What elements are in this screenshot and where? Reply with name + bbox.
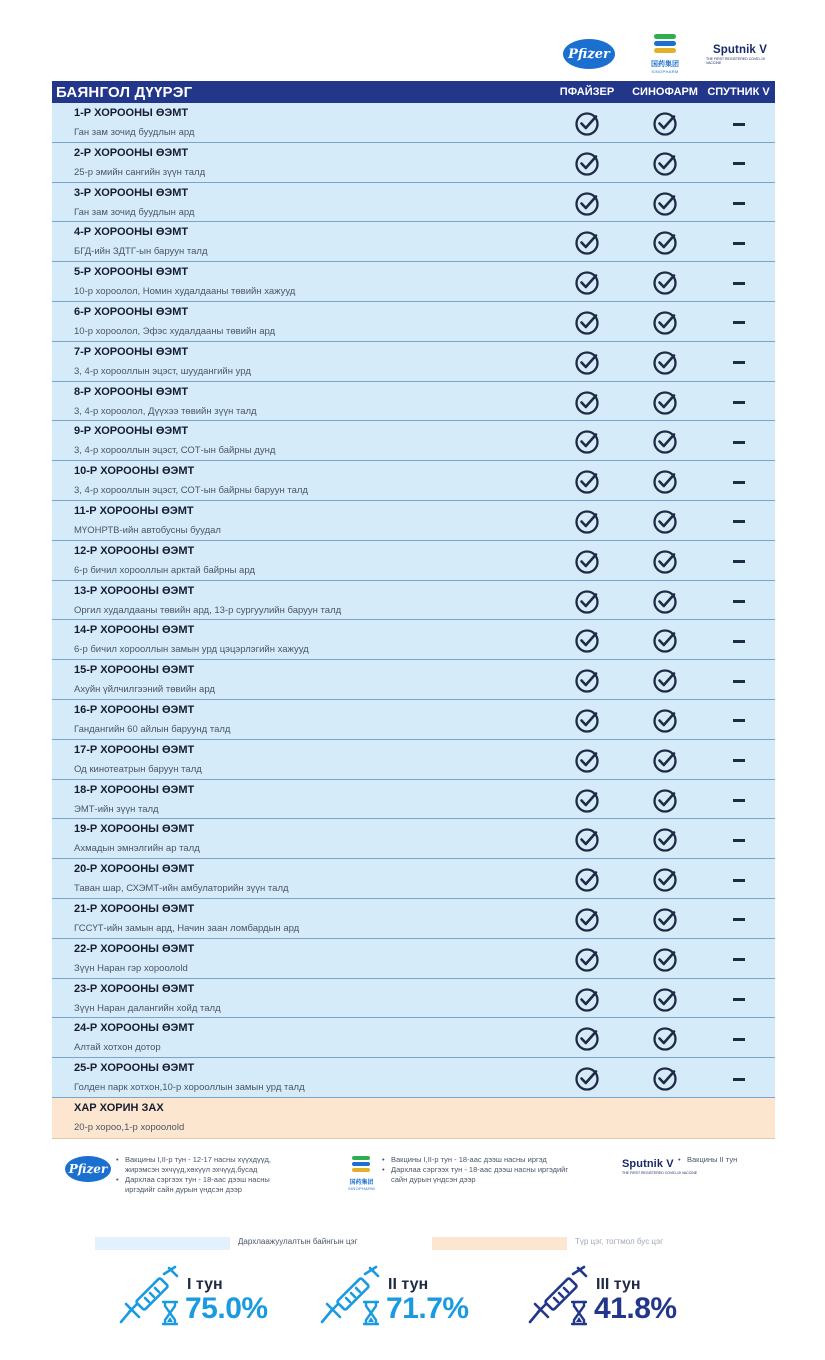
- sputnik-unavailable-dash-icon: [702, 985, 775, 1015]
- sputnik-unavailable-dash-icon: [702, 388, 775, 418]
- sputnik-unavailable-dash-icon: [702, 308, 775, 338]
- row-name: 24-Р ХОРООНЫ ӨЭМТ: [74, 1022, 195, 1035]
- sputnik-unavailable-dash-icon: [702, 228, 775, 258]
- row-name: 18-Р ХОРООНЫ ӨЭМТ: [74, 783, 195, 796]
- legend-pfizer-logo: [65, 1156, 111, 1182]
- row-address: Алтай хотхон дотор: [74, 1042, 161, 1054]
- row-name: 25-Р ХОРООНЫ ӨЭМТ: [74, 1062, 195, 1075]
- dose-percent: 75.0%: [185, 1292, 268, 1325]
- row-address: Гандангийн 60 айлын баруунд талд: [74, 723, 231, 735]
- pfizer-available-check-icon: [552, 149, 622, 179]
- dose-label: I тун: [187, 1276, 223, 1293]
- row-name: 23-Р ХОРООНЫ ӨЭМТ: [74, 982, 195, 995]
- table-row: [52, 1018, 775, 1058]
- table-row: [52, 501, 775, 541]
- table-row: [52, 461, 775, 501]
- legend-sinopharm-item: • Дархлаа сэргээх тун - 18-аас дээш насны иргэдийг сайн дурын үндсэн дээр: [382, 1165, 572, 1185]
- table-row: [52, 143, 775, 183]
- pfizer-available-check-icon: [552, 706, 622, 736]
- row-name: 16-Р ХОРООНЫ ӨЭМТ: [74, 703, 195, 716]
- sinopharm-available-check-icon: [630, 109, 700, 139]
- dose-stat-2: [318, 1262, 488, 1334]
- row-name: 21-Р ХОРООНЫ ӨЭМТ: [74, 902, 195, 915]
- pfizer-available-check-icon: [552, 189, 622, 219]
- sputnik-logo: [706, 30, 774, 78]
- row-address: Голден парк хотхон,10-р хорооллын замын урд талд: [74, 1082, 305, 1094]
- table-row: [52, 222, 775, 262]
- row-address: Зүүн Наран далангийн хойд талд: [74, 1002, 221, 1014]
- table-row: [52, 541, 775, 581]
- table-row: [52, 899, 775, 939]
- legend-sputnik-logo-text: Sputnik V: [622, 1158, 674, 1170]
- sinopharm-available-check-icon: [630, 985, 700, 1015]
- hourglass-icon: [571, 1300, 587, 1326]
- pfizer-available-check-icon: [552, 865, 622, 895]
- column-header-pfizer: ПФАЙЗЕР: [559, 86, 615, 98]
- table-row: [52, 740, 775, 780]
- legend-sinopharm-logo-en: SINOPHARM: [348, 1186, 375, 1191]
- temporary-point-swatch: [432, 1237, 567, 1250]
- pfizer-available-check-icon: [552, 786, 622, 816]
- row-address: 10-р хороолол, Эфэс худалдааны төвийн ард: [74, 325, 276, 337]
- temporary-point-caption: Түр цэг, тогтмол бус цэг: [575, 1237, 663, 1246]
- sputnik-unavailable-dash-icon: [702, 348, 775, 378]
- row-name: 3-Р ХОРООНЫ ӨЭМТ: [74, 186, 189, 199]
- table-row: [52, 979, 775, 1019]
- column-header-sinopharm: СИНОФАРМ: [632, 86, 698, 98]
- row-name: 11-Р ХОРООНЫ ӨЭМТ: [74, 504, 194, 517]
- row-name: 4-Р ХОРООНЫ ӨЭМТ: [74, 226, 189, 239]
- row-name: 15-Р ХОРООНЫ ӨЭМТ: [74, 664, 195, 677]
- vaccine-logos: [0, 30, 825, 80]
- pfizer-available-check-icon: [552, 587, 622, 617]
- pfizer-available-check-icon: [552, 746, 622, 776]
- pfizer-available-check-icon: [552, 666, 622, 696]
- legend-sinopharm-mark-icon: [352, 1156, 370, 1176]
- sinopharm-available-check-icon: [630, 746, 700, 776]
- sinopharm-available-check-icon: [630, 786, 700, 816]
- row-name: 6-Р ХОРООНЫ ӨЭМТ: [74, 305, 189, 318]
- table-row: [52, 183, 775, 223]
- hourglass-icon: [363, 1300, 379, 1326]
- sinopharm-available-check-icon: [630, 228, 700, 258]
- permanent-point-caption: Дархлаажуулалтын байнгын цэг: [238, 1237, 358, 1246]
- pfizer-available-check-icon: [552, 348, 622, 378]
- table-row: [52, 700, 775, 740]
- row-address: Зүүн Наран гэр хороолold: [74, 962, 188, 974]
- row-address: 3, 4-р хорооллын эцэст, СОТ-ын байрны баруун талд: [74, 485, 308, 497]
- sinopharm-logo-en: SINOPHARM: [651, 69, 679, 74]
- row-name: 22-Р ХОРООНЫ ӨЭМТ: [74, 942, 195, 955]
- table-row: [52, 620, 775, 660]
- row-address: Оргил худалдааны төвийн ард, 13-р сургуулийн баруун талд: [74, 604, 342, 616]
- column-header-sputnik: СПУТНИК V: [707, 86, 770, 98]
- legend-pfizer-item: • Дархлаа сэргээх тун - 18-аас дээш насны иргэдийг сайн дурын үндсэн дээр: [116, 1175, 296, 1195]
- sputnik-unavailable-dash-icon: [702, 746, 775, 776]
- row-address: Ахмадын эмнэлгийн ар талд: [74, 843, 200, 855]
- sputnik-unavailable-dash-icon: [702, 1064, 775, 1094]
- sinopharm-available-check-icon: [630, 467, 700, 497]
- pfizer-available-check-icon: [552, 109, 622, 139]
- sinopharm-logo-cn: 国药集团: [651, 61, 679, 68]
- legend-sputnik-logo-subtitle: THE FIRST REGISTERED COVID-19 VACCINE: [622, 1171, 698, 1175]
- row-address: 3, 4-р хороолол, Дүүхээ төвийн зүүн талд: [74, 405, 257, 417]
- dose-stat-3: [526, 1262, 696, 1334]
- sputnik-unavailable-dash-icon: [702, 507, 775, 537]
- legend-sinopharm-item: • Вакцины I,II-р тун - 18-аас дээш насны иргэд: [382, 1155, 572, 1165]
- row-name: 1-Р ХОРООНЫ ӨЭМТ: [74, 107, 189, 119]
- sinopharm-logo: [636, 30, 694, 78]
- sputnik-unavailable-dash-icon: [702, 268, 775, 298]
- sinopharm-available-check-icon: [630, 666, 700, 696]
- sputnik-logo-text: Sputnik V: [713, 43, 767, 56]
- sputnik-logo-subtitle: THE FIRST REGISTERED COVID-19 VACCINE: [706, 56, 765, 65]
- sputnik-unavailable-dash-icon: [702, 666, 775, 696]
- row-address: Од кинотеатрын баруун талд: [74, 763, 202, 775]
- sinopharm-mark-icon: [654, 34, 676, 58]
- sputnik-unavailable-dash-icon: [702, 706, 775, 736]
- row-address: 10-р хороолол, Номин худалдааны төвийн хажууд: [74, 286, 296, 298]
- sinopharm-available-check-icon: [630, 1064, 700, 1094]
- sputnik-unavailable-dash-icon: [702, 149, 775, 179]
- sinopharm-available-check-icon: [630, 587, 700, 617]
- sinopharm-available-check-icon: [630, 626, 700, 656]
- sinopharm-available-check-icon: [630, 268, 700, 298]
- table-row: [52, 1058, 775, 1098]
- table-row: [52, 581, 775, 621]
- dose-stat-1: [117, 1262, 287, 1334]
- table-row: [52, 302, 775, 342]
- row-address: БГД-ийн ЗДТГ-ын баруун талд: [74, 246, 208, 258]
- row-name: 5-Р ХОРООНЫ ӨЭМТ: [74, 266, 189, 279]
- dose-label: II тун: [388, 1276, 429, 1293]
- row-address: 6-р бичил хорооллын замын урд цэцэрлэгийн хажууд: [74, 644, 309, 656]
- pfizer-logo-text: Pfizer: [563, 39, 615, 69]
- row-name: 7-Р ХОРООНЫ ӨЭМТ: [74, 345, 189, 358]
- row-name: 13-Р ХОРООНЫ ӨЭМТ: [74, 584, 195, 597]
- pfizer-available-check-icon: [552, 467, 622, 497]
- dose-percent: 41.8%: [594, 1292, 677, 1325]
- table-row: [52, 382, 775, 422]
- row-address: Ган зам зочид буудлын ард: [74, 206, 195, 218]
- row-name: 10-Р ХОРООНЫ ӨЭМТ: [74, 465, 195, 478]
- table-row: [52, 819, 775, 859]
- row-name: 8-Р ХОРООНЫ ӨЭМТ: [74, 385, 189, 398]
- legend-pfizer-list: [116, 1155, 296, 1195]
- sinopharm-available-check-icon: [630, 427, 700, 457]
- sinopharm-available-check-icon: [630, 905, 700, 935]
- vaccination-points-table: [52, 81, 775, 1139]
- row-address: МҮОНРТВ-ийн автобусны буудал: [74, 524, 221, 536]
- legend-sinopharm-list: [382, 1155, 572, 1185]
- row-address: ГССҮТ-ийн замын ард, Начин заан ломбардын ард: [74, 922, 300, 934]
- pfizer-available-check-icon: [552, 308, 622, 338]
- sputnik-unavailable-dash-icon: [702, 786, 775, 816]
- table-row-extra: [52, 1098, 775, 1139]
- sinopharm-available-check-icon: [630, 348, 700, 378]
- pfizer-available-check-icon: [552, 945, 622, 975]
- table-row: [52, 859, 775, 899]
- table-header: [52, 81, 775, 103]
- row-name: 12-Р ХОРООНЫ ӨЭМТ: [74, 544, 195, 557]
- legend-sinopharm-logo: [348, 1156, 375, 1191]
- sinopharm-available-check-icon: [630, 945, 700, 975]
- row-address: ЭМТ-ийн зүүн талд: [74, 803, 159, 815]
- sputnik-unavailable-dash-icon: [702, 905, 775, 935]
- row-name: 14-Р ХОРООНЫ ӨЭМТ: [74, 624, 195, 637]
- pfizer-available-check-icon: [552, 825, 622, 855]
- row-address: Таван шар, СХЭМТ-ийн амбулаторийн зүүн талд: [74, 883, 289, 895]
- table-row: [52, 939, 775, 979]
- point-type-captions: [0, 1235, 825, 1255]
- dose-percent: 71.7%: [386, 1292, 469, 1325]
- dose-label: III тун: [596, 1276, 641, 1293]
- sinopharm-available-check-icon: [630, 706, 700, 736]
- permanent-point-swatch: [95, 1237, 230, 1250]
- table-body: [52, 103, 775, 1098]
- table-row: [52, 342, 775, 382]
- hourglass-icon: [162, 1300, 178, 1326]
- sinopharm-available-check-icon: [630, 547, 700, 577]
- row-name: 20-Р ХОРООНЫ ӨЭМТ: [74, 863, 195, 876]
- pfizer-available-check-icon: [552, 228, 622, 258]
- dose-coverage-stats: [0, 1262, 825, 1342]
- table-row: [52, 780, 775, 820]
- sputnik-unavailable-dash-icon: [702, 1024, 775, 1054]
- sputnik-unavailable-dash-icon: [702, 189, 775, 219]
- pfizer-available-check-icon: [552, 626, 622, 656]
- table-row: [52, 262, 775, 302]
- pfizer-available-check-icon: [552, 1064, 622, 1094]
- table-row: [52, 103, 775, 143]
- sinopharm-available-check-icon: [630, 149, 700, 179]
- sinopharm-available-check-icon: [630, 308, 700, 338]
- row-address: Ахуйн үйлчилгээний төвийн ард: [74, 684, 215, 696]
- row-name: 9-Р ХОРООНЫ ӨЭМТ: [74, 425, 189, 438]
- district-title: БАЯНГОЛ ДҮҮРЭГ: [56, 83, 193, 101]
- row-name: 19-Р ХОРООНЫ ӨЭМТ: [74, 823, 195, 836]
- pfizer-available-check-icon: [552, 388, 622, 418]
- row-address: Ган зам зочид буудлын ард: [74, 127, 195, 138]
- table-row: [52, 660, 775, 700]
- pfizer-available-check-icon: [552, 1024, 622, 1054]
- sputnik-unavailable-dash-icon: [702, 587, 775, 617]
- table-row: [52, 421, 775, 461]
- sputnik-unavailable-dash-icon: [702, 865, 775, 895]
- row-address: 20-р хороо,1-р хороолold: [74, 1121, 185, 1133]
- pfizer-available-check-icon: [552, 547, 622, 577]
- row-address: 3, 4-р хорооллын эцэст, шуудангийн урд: [74, 365, 251, 377]
- sputnik-unavailable-dash-icon: [702, 427, 775, 457]
- sputnik-unavailable-dash-icon: [702, 547, 775, 577]
- legend-sputnik-list: [678, 1155, 768, 1165]
- vaccine-legend: [0, 1150, 825, 1200]
- pfizer-logo: [560, 30, 618, 78]
- row-address: 25-р эмийн сангийн зүүн талд: [74, 166, 206, 178]
- row-address: 6-р бичил хорооллын арктай байрны ард: [74, 564, 255, 576]
- sinopharm-available-check-icon: [630, 189, 700, 219]
- sinopharm-available-check-icon: [630, 1024, 700, 1054]
- sinopharm-available-check-icon: [630, 507, 700, 537]
- sinopharm-available-check-icon: [630, 865, 700, 895]
- row-name: 17-Р ХОРООНЫ ӨЭМТ: [74, 743, 195, 756]
- legend-sinopharm-logo-cn: 国药集团: [349, 1180, 374, 1186]
- pfizer-available-check-icon: [552, 427, 622, 457]
- row-address: 3, 4-р хорооллын эцэст, СОТ-ын байрны дунд: [74, 445, 276, 457]
- sputnik-unavailable-dash-icon: [702, 109, 775, 139]
- row-name: ХАР ХОРИН ЗАХ: [74, 1101, 164, 1114]
- sputnik-unavailable-dash-icon: [702, 825, 775, 855]
- sinopharm-available-check-icon: [630, 825, 700, 855]
- pfizer-available-check-icon: [552, 905, 622, 935]
- sputnik-unavailable-dash-icon: [702, 945, 775, 975]
- legend-pfizer-logo-text: Pfizer: [65, 1156, 111, 1182]
- legend-sputnik-item: • Вакцины II тун: [678, 1155, 768, 1165]
- row-name: 2-Р ХОРООНЫ ӨЭМТ: [74, 146, 189, 159]
- pfizer-available-check-icon: [552, 268, 622, 298]
- pfizer-available-check-icon: [552, 507, 622, 537]
- sinopharm-available-check-icon: [630, 388, 700, 418]
- legend-pfizer-item: • Вакцины I,II-р тун - 12-17 насны хүүхдүүд, жирэмсэн эхчүүд,хөхүүл эхчүүд,бусад: [116, 1155, 296, 1175]
- sputnik-unavailable-dash-icon: [702, 467, 775, 497]
- sputnik-unavailable-dash-icon: [702, 626, 775, 656]
- pfizer-available-check-icon: [552, 985, 622, 1015]
